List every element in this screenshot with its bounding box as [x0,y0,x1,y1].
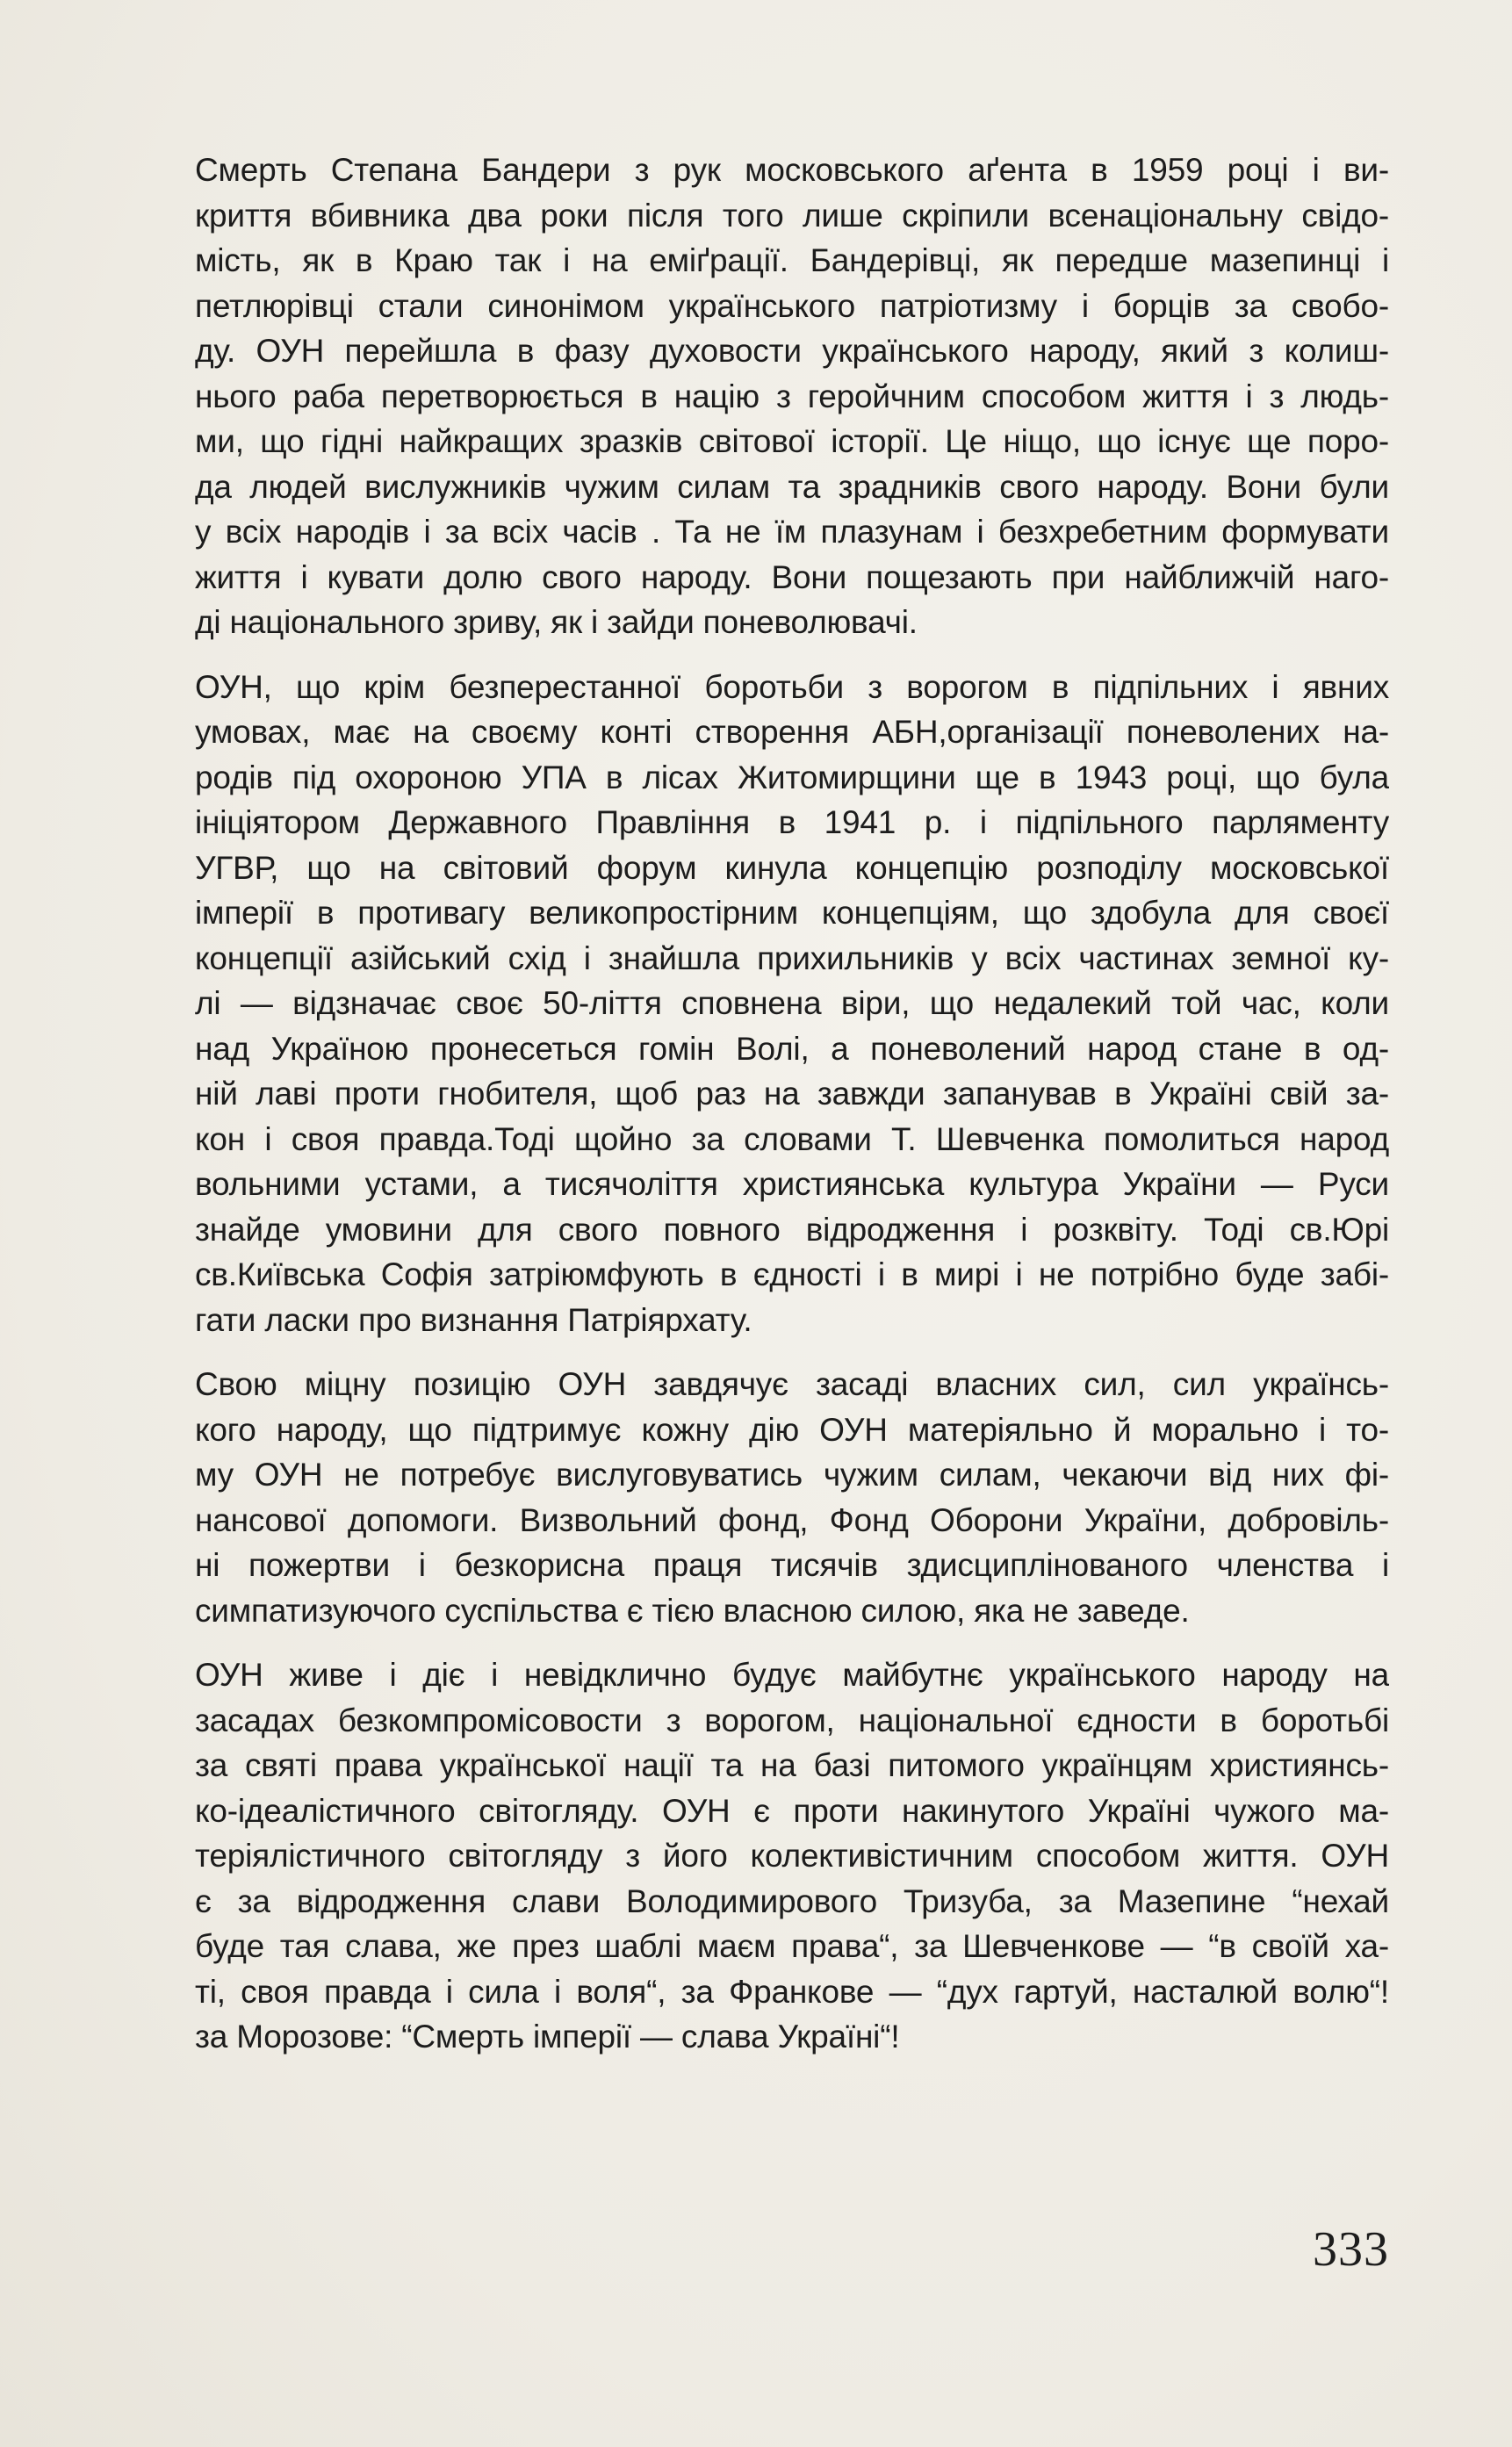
text-line: вольними устами, а тисячоліття християнська культура України — Руси [195,1166,1389,1202]
text-line: засадах безкомпромісовости з ворогом, національної єдности в боротьбі [195,1702,1389,1738]
text-line: над Україною пронесеться гомін Волі, а поневолений народ стане в од- [195,1030,1389,1067]
text-line: є за відродження слави Володимирового Тризуба, за Мазепине “нехай [195,1882,1389,1919]
paragraph-1 [195,148,1389,645]
text-line: концепції азійський схід і знайшла прихильників у всіх частинах земної ку- [195,939,1389,976]
text-line: буде тая слава, же през шаблі маєм права“, за Шевченкове — “в своїй ха- [195,1928,1389,1964]
text-line: лі — відзначає своє 50-ліття сповнена віри, що недалекий той час, коли [195,985,1389,1021]
text-line: ній лаві проти гнобителя, щоб раз на завжди запанував в Україні свій за- [195,1076,1389,1112]
text-line: гати ласки про визнання Патріярхату. [195,1301,752,1338]
text-line: Свою міцну позицію ОУН завдячує засаді власних сил, сил українсь- [195,1366,1389,1402]
text-line: ді національного зриву, як і зайди поневолювачі. [195,604,918,640]
text-line: ду. ОУН перейшла в фазу духовости українського народу, який з колиш- [195,333,1389,369]
text-line: му ОУН не потребує вислуговуватись чужим силам, чекаючи від них фі- [195,1457,1389,1493]
text-line: ті, своя правда і сила і воля“, за Франкове — “дух гартуй, насталюй волю“! [195,1973,1389,2010]
text-line: нансової допомоги. Визвольний фонд, Фонд Оборони України, добровіль- [195,1501,1389,1538]
text-line: у всіх народів і за всіх часів . Та не їм плазунам і безхребетним формувати [195,514,1389,550]
text-line: ОУН живе і діє і невідклично будує майбутнє українського народу на [195,1657,1389,1693]
text-line: да людей вислужників чужим силам та зрадників свого народу. Вони були [195,468,1389,505]
paragraph-4 [195,1652,1389,2060]
text-line: мість, як в Краю так і на еміґрації. Бандерівці, як передше мазепинці і [195,242,1389,278]
text-line: імперії в противагу великопростірним концепціям, що здобула для своєї [195,895,1389,931]
text-line: теріялістичного світогляду з його колективістичним способом життя. ОУН [195,1838,1389,1874]
text-line: за святі права української нації та на базі питомого українцям християнсь- [195,1747,1389,1783]
text-line: криття вбивника два роки після того лише скріпили всенаціональну свідо- [195,197,1389,234]
text-line: ко-ідеалістичного світогляду. ОУН є проти накинутого Україні чужого ма- [195,1792,1389,1829]
text-line: ми, що гідні найкращих зразків світової історії. Це ніщо, що існує ще поро- [195,423,1389,459]
paragraph-2 [195,665,1389,1343]
text-line: ОУН, що крім безперестанної боротьби з ворогом в підпільних і явних [195,668,1389,705]
text-line: кон і своя правда.Тоді щойно за словами Т. Шевченка помолиться народ [195,1120,1389,1157]
text-line: кого народу, що підтримує кожну дію ОУН матеріяльно й морально і то- [195,1411,1389,1448]
text-line: ініціятором Державного Правління в 1941 р. і підпільного парляменту [195,804,1389,840]
body-text [195,148,1389,2079]
text-line: симпатизуючого суспільства є тією власною силою, яка не заведе. [195,1592,1190,1629]
text-line: життя і кувати долю свого народу. Вони пощезають при найближчій наго- [195,558,1389,595]
text-line: ні пожертви і безкорисна праця тисячів здисциплінованого членства і [195,1547,1389,1583]
text-line: Смерть Степана Бандери з рук московського аґента в 1959 році і ви- [195,152,1389,188]
text-line: УГВР, що на світовий форум кинула концепцію розподілу московської [195,849,1389,886]
text-line: умовах, має на своєму конті створення АБН,організації поневолених на- [195,714,1389,750]
text-line: нього раба перетворюється в націю з геройчним способом життя і з людь- [195,378,1389,414]
text-line: родів під охороною УПА в лісах Житомирщини ще в 1943 році, що була [195,759,1389,795]
text-line: петлюрівці стали синонімом українського патріотизму і борців за свобо- [195,287,1389,324]
text-line: св.Київська Софія затріюмфують в єдності і в мирі і не потрібно буде забі- [195,1256,1389,1292]
text-line: знайде умовини для свого повного відродження і розквіту. Тоді св.Юрі [195,1211,1389,1248]
paragraph-3 [195,1362,1389,1633]
text-line: за Морозове: “Смерть імперії — слава Україні“! [195,2019,900,2055]
page-number: 333 [1313,2222,1389,2277]
